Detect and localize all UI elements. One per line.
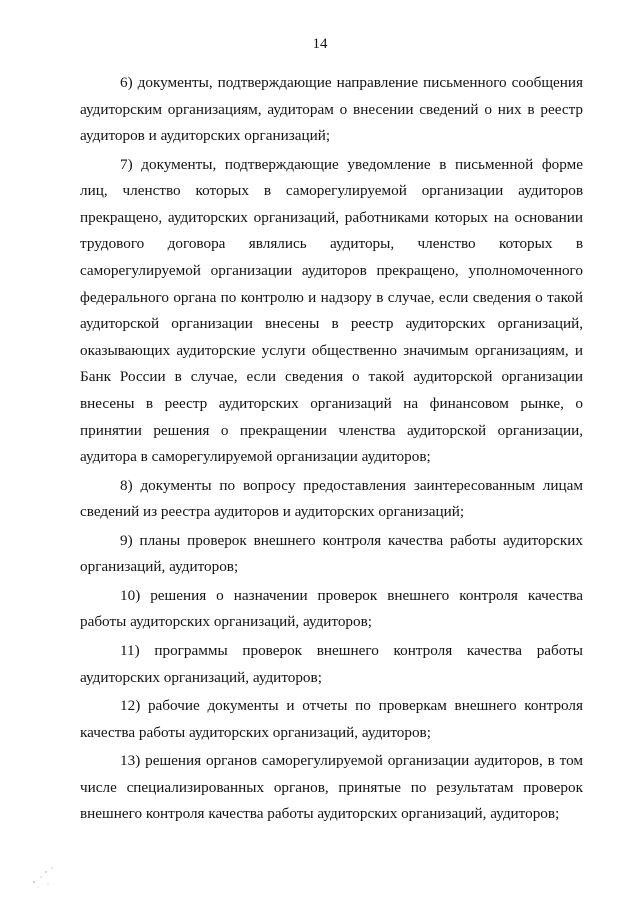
list-item-7: 7) документы, подтверждающие уведомление в письменной форме лиц, членство которых в саморегулируемой организации аудиторов прекращено, аудиторских организаций, работниками которых на основании трудового договора являлись аудиторы, членство которых в саморегулируемой организации аудиторов прекращено, уполномоченного федерального органа по контролю и надзору в случае, если сведения о такой аудиторской организации внесены в реестр аудиторских организаций, оказывающих аудиторские услуги общественно значимым организациям, и Банк России в случае, если сведения о такой аудиторской организации внесены в реестр аудиторских организаций на финансовом рынке, о принятии решения о прекращении членства аудиторской организации, аудитора в саморегулируемой организации аудиторов; <box>80 155 583 466</box>
list-item-13: 13) решения органов саморегулируемой организации аудиторов, в том числе специализированных органов, принятые по результатам проверок внешнего контроля качества работы аудиторских организаций, аудиторов; <box>80 752 583 823</box>
list-item-12: 12) рабочие документы и отчеты по проверкам внешнего контроля качества работы аудиторских организаций, аудиторов; <box>80 697 583 741</box>
list-item-8: 8) документы по вопросу предоставления заинтересованным лицам сведений из реестра аудиторов и аудиторских организаций; <box>80 476 583 521</box>
document-body <box>80 70 583 830</box>
scan-specks <box>28 862 58 892</box>
page-number: 14 <box>312 36 328 52</box>
list-item-11: 11) программы проверок внешнего контроля качества работы аудиторских организаций, аудиторов; <box>80 641 583 686</box>
list-item-10: 10) решения о назначении проверок внешнего контроля качества работы аудиторских организаций, аудиторов; <box>80 586 583 631</box>
list-item-6: 6) документы, подтверждающие направление письменного сообщения аудиторским организациям, аудиторам о внесении сведений о них в реестр аудиторов и аудиторских организаций; <box>80 74 583 145</box>
list-item-9: 9) планы проверок внешнего контроля качества работы аудиторских организаций, аудиторов; <box>80 531 583 576</box>
